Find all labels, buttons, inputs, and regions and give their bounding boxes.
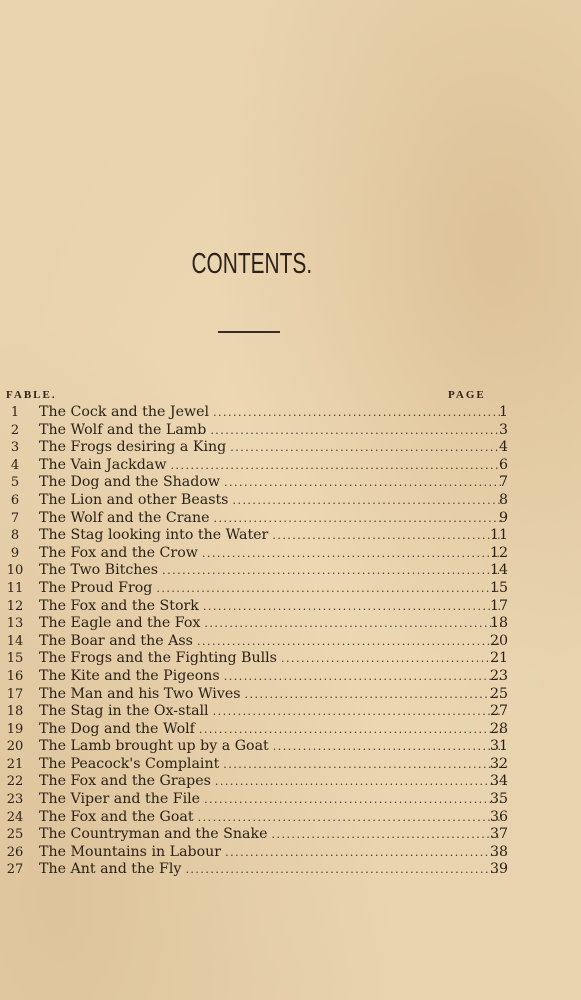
toc-entry-line	[39, 457, 505, 475]
toc-entry	[0, 791, 508, 809]
fable-number: 2	[10, 422, 20, 438]
fable-title: The Fox and the Crow	[39, 544, 198, 561]
fable-number: 3	[10, 440, 20, 456]
fable-title: The Peacock's Complaint	[39, 755, 220, 772]
fable-number: 4	[10, 457, 20, 473]
fable-number: 26	[6, 844, 24, 860]
toc-entry	[0, 632, 508, 651]
toc-entry-line	[39, 703, 505, 721]
toc-entry-line	[39, 756, 505, 774]
fable-title: The Eagle and the Fox	[39, 615, 201, 632]
fable-title: The Dog and the Wolf	[39, 720, 195, 737]
toc-entry-line	[39, 826, 505, 844]
dot-leader	[213, 404, 501, 422]
toc-entry-line	[39, 861, 505, 879]
toc-entry-line	[39, 738, 505, 756]
toc-entry	[0, 667, 508, 686]
dot-leader	[272, 527, 501, 545]
toc-entry-line	[39, 721, 505, 739]
toc-entry-line	[39, 562, 505, 580]
page-number: 27	[489, 703, 508, 720]
fable-number: 23	[6, 792, 24, 808]
fable-number: 15	[6, 651, 24, 667]
fable-title: The Wolf and the Lamb	[39, 421, 207, 438]
dot-leader	[199, 721, 501, 739]
fable-number: 12	[6, 598, 24, 614]
dot-leader	[232, 492, 501, 510]
page-number: 38	[489, 843, 508, 860]
toc-entry	[0, 597, 508, 616]
toc-entry	[0, 421, 508, 440]
toc-entry-line	[39, 527, 505, 545]
fable-title: The Wolf and the Crane	[39, 509, 210, 526]
dot-leader	[170, 457, 501, 475]
fable-number: 13	[6, 616, 24, 632]
toc-entry	[0, 615, 508, 633]
fable-title: The Frogs and the Fighting Bulls	[39, 650, 277, 667]
fable-number: 25	[6, 827, 24, 843]
fable-title: The Fox and the Grapes	[39, 773, 211, 790]
fable-number: 8	[10, 528, 20, 544]
toc-entry-line	[39, 510, 505, 528]
toc-entry-line	[39, 422, 505, 440]
toc-entry-line	[39, 633, 505, 651]
fable-number: 10	[6, 563, 24, 579]
fable-title: The Mountains in Labour	[39, 843, 222, 860]
toc-entry	[0, 808, 508, 827]
toc-entry-line	[39, 791, 505, 809]
page-number: 1	[498, 404, 508, 420]
toc-entry-line	[39, 650, 505, 668]
dot-leader	[204, 791, 501, 809]
dot-leader	[225, 844, 501, 862]
dot-leader	[162, 562, 501, 580]
page-number: 32	[489, 755, 508, 772]
toc-entry-line	[39, 404, 505, 422]
dot-leader	[223, 756, 501, 774]
page-number: 20	[489, 632, 508, 649]
page-number: 21	[489, 650, 508, 667]
fable-number: 18	[6, 704, 24, 720]
page-number: 11	[489, 527, 508, 544]
fable-title: The Lamb brought up by a Goat	[39, 738, 269, 755]
toc-entry-line	[39, 598, 505, 616]
toc-entry	[0, 738, 508, 756]
fable-column-header: FABLE.	[6, 389, 57, 401]
fable-title: The Man and his Two Wives	[39, 685, 241, 702]
toc-entry	[0, 509, 508, 528]
toc-entry-line	[39, 844, 505, 862]
toc-entry	[0, 650, 508, 668]
toc-entry-line	[39, 492, 505, 510]
fable-number: 14	[6, 633, 24, 649]
fable-number: 1	[10, 405, 20, 420]
fable-title: The Stag looking into the Water	[39, 527, 269, 544]
fable-number: 11	[6, 580, 24, 596]
toc-entry	[0, 685, 508, 704]
page-number: 15	[489, 579, 508, 596]
page-number: 36	[489, 808, 508, 825]
page-number: 7	[498, 474, 508, 491]
page-title: CONTENTS.	[191, 248, 313, 280]
fable-title: The Dog and the Shadow	[39, 474, 221, 491]
toc-entry	[0, 404, 508, 422]
page-number: 28	[489, 720, 508, 737]
page-number: 8	[498, 491, 508, 508]
toc-entry-line	[39, 439, 505, 457]
page-number: 3	[498, 421, 508, 438]
toc-entry-line	[39, 615, 505, 633]
dot-leader	[156, 580, 501, 598]
page-number: 18	[489, 615, 508, 632]
toc-entry	[0, 703, 508, 721]
page-number: 34	[489, 773, 508, 790]
dot-leader	[202, 545, 501, 563]
page-number: 39	[489, 861, 508, 878]
fable-title: The Cock and the Jewel	[39, 404, 210, 420]
dot-leader	[213, 703, 501, 721]
fable-title: The Two Bitches	[39, 562, 159, 579]
toc-entry	[0, 773, 508, 791]
fable-title: The Lion and other Beasts	[39, 491, 229, 508]
toc-entry	[0, 562, 508, 580]
toc-entry	[0, 755, 508, 774]
fable-number: 5	[10, 475, 20, 491]
toc-entry-line	[39, 668, 505, 686]
toc-entry	[0, 456, 508, 475]
dot-leader	[224, 668, 501, 686]
page-number: 25	[489, 685, 508, 702]
toc-entry-line	[39, 545, 505, 563]
page-column-header: PAGE	[448, 389, 486, 401]
fable-number: 6	[10, 492, 20, 508]
page-number: 31	[489, 738, 508, 755]
toc-entry	[0, 826, 508, 844]
page-number: 37	[489, 826, 508, 843]
fable-number: 16	[6, 668, 24, 684]
toc-entry	[0, 527, 508, 545]
fable-title: The Ant and the Fly	[39, 861, 182, 878]
toc-entry	[0, 544, 508, 563]
fable-title: The Frogs desiring a King	[39, 439, 227, 456]
fable-title: The Fox and the Stork	[39, 597, 199, 614]
fable-number: 17	[6, 686, 24, 702]
page-number: 14	[489, 562, 508, 579]
toc-entry	[0, 491, 508, 510]
toc-entry	[0, 720, 508, 739]
fable-title: The Fox and the Goat	[39, 808, 194, 825]
toc-entry-line	[39, 580, 505, 598]
title-rule	[218, 331, 280, 333]
toc-entry	[0, 861, 508, 879]
fable-number: 7	[10, 510, 20, 526]
toc-entry-line	[39, 474, 505, 492]
fable-number: 22	[6, 774, 24, 790]
dot-leader	[224, 474, 501, 492]
dot-leader	[203, 598, 501, 616]
toc-entry-line	[39, 809, 505, 827]
fable-number: 9	[10, 545, 20, 561]
dot-leader	[215, 773, 501, 791]
page-number: 17	[489, 597, 508, 614]
dot-leader	[245, 686, 501, 704]
toc-entry-line	[39, 773, 505, 791]
fable-title: The Countryman and the Snake	[39, 826, 268, 843]
fable-number: 27	[6, 862, 24, 878]
fable-title: The Proud Frog	[39, 579, 153, 596]
dot-leader	[271, 826, 501, 844]
dot-leader	[281, 650, 501, 668]
dot-leader	[214, 510, 501, 528]
fable-number: 20	[6, 739, 24, 755]
dot-leader	[204, 615, 501, 633]
fable-title: The Boar and the Ass	[39, 632, 193, 649]
fable-title: The Viper and the File	[39, 791, 201, 808]
page-number: 23	[489, 667, 508, 684]
toc-entry	[0, 474, 508, 492]
contents-list	[0, 404, 508, 879]
fable-number: 24	[6, 809, 24, 825]
page-number: 4	[498, 439, 508, 456]
fable-title: The Kite and the Pigeons	[39, 667, 220, 684]
fable-number: 21	[6, 756, 24, 772]
page-number: 9	[498, 509, 508, 526]
fable-number: 19	[6, 721, 24, 737]
dot-leader	[185, 861, 501, 879]
dot-leader	[273, 738, 501, 756]
dot-leader	[230, 439, 501, 457]
fable-title: The Vain Jackdaw	[39, 456, 167, 473]
page-number: 35	[489, 791, 508, 808]
page-number: 6	[498, 456, 508, 473]
toc-entry	[0, 579, 508, 598]
dot-leader	[197, 633, 501, 651]
fable-title: The Stag in the Ox-stall	[39, 703, 209, 720]
toc-entry	[0, 439, 508, 457]
dot-leader	[198, 809, 501, 827]
dot-leader	[210, 422, 501, 440]
page-number: 12	[489, 544, 508, 561]
toc-entry-line	[39, 686, 505, 704]
toc-entry	[0, 843, 508, 862]
